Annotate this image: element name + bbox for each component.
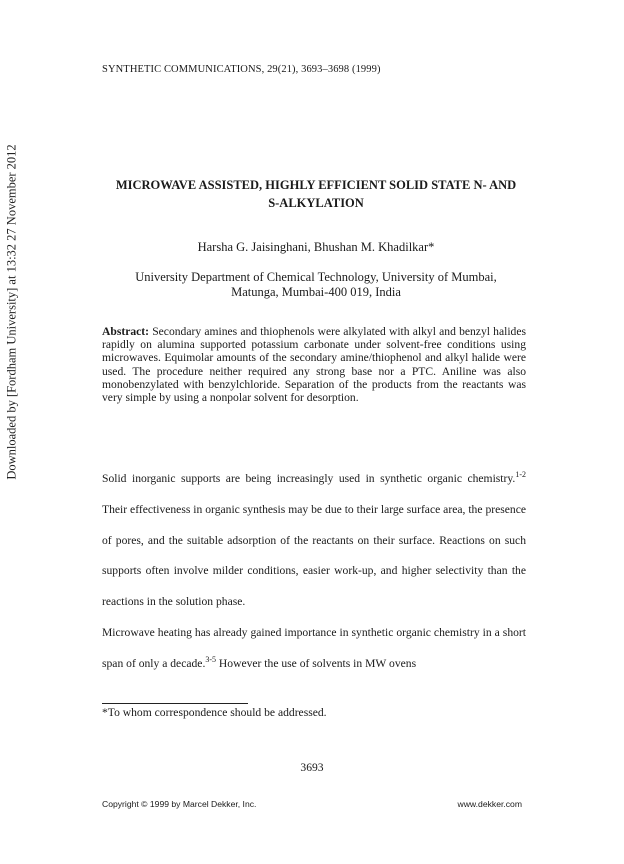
body-p2-text-a: Microwave heating has already gained importance in synthetic organic chemistry in a short span of only a decade. bbox=[102, 625, 526, 670]
body-p1-text-b: Their effectiveness in organic synthesis may be due to their large surface area, the presence of pores, and the suitable adsorption of the reactants on their surface. Reactions on such supports often involve milder conditions, easier work-up, and higher selectivity than the reactions in the solution phase. bbox=[102, 502, 526, 609]
affiliation bbox=[96, 270, 536, 300]
page-number: 3693 bbox=[300, 761, 324, 774]
body-p2-text-b: However the use of solvents in MW ovens bbox=[216, 656, 417, 670]
download-watermark: Downloaded by [Fordham University] at 13:32 27 November 2012 bbox=[4, 144, 19, 480]
body-text bbox=[102, 464, 526, 680]
abstract bbox=[102, 325, 526, 404]
copyright-notice: Copyright © 1999 by Marcel Dekker, Inc. bbox=[102, 799, 257, 809]
citation-ref-1-2: 1-2 bbox=[515, 470, 526, 480]
citation-ref-3-5: 3-5 bbox=[205, 654, 217, 664]
abstract-text: Secondary amines and thiophenols were alkylated with alkyl and benzyl halides rapidly on alumina supported potassium carbonate under solvent-free conditions using microwaves. Equimolar amounts of the secondary amine/thiophenol and alkyl halide were used. The procedure neither required any strong base nor a PTC. Aniline was also monobenzylated with benzylchloride. Separation of the products from the reactants was very simple by using a nonpolar solvent for desorption. bbox=[102, 325, 526, 405]
title-line-2: S-ALKYLATION bbox=[268, 196, 364, 210]
title-line-1: MICROWAVE ASSISTED, HIGHLY EFFICIENT SOLID STATE N- AND bbox=[115, 178, 517, 192]
journal-citation: SYNTHETIC COMMUNICATIONS, 29(21), 3693–3698 (1999) bbox=[102, 64, 381, 75]
body-paragraph-1 bbox=[102, 464, 526, 618]
abstract-label: Abstract: bbox=[102, 325, 150, 338]
affiliation-line-2: Matunga, Mumbai-400 019, India bbox=[231, 285, 401, 299]
body-p1-text-a: Solid inorganic supports are being increasingly used in synthetic organic chemistry. bbox=[102, 472, 516, 485]
affiliation-line-1: University Department of Chemical Technology, University of Mumbai, bbox=[135, 270, 497, 284]
author-list: Harsha G. Jaisinghani, Bhushan M. Khadilkar* bbox=[197, 240, 435, 254]
paper-title bbox=[96, 176, 536, 212]
footnote-divider bbox=[102, 703, 248, 704]
body-paragraph-2 bbox=[102, 618, 526, 680]
footnote: *To whom correspondence should be addressed. bbox=[102, 706, 327, 719]
publisher-website: www.dekker.com bbox=[457, 799, 522, 809]
